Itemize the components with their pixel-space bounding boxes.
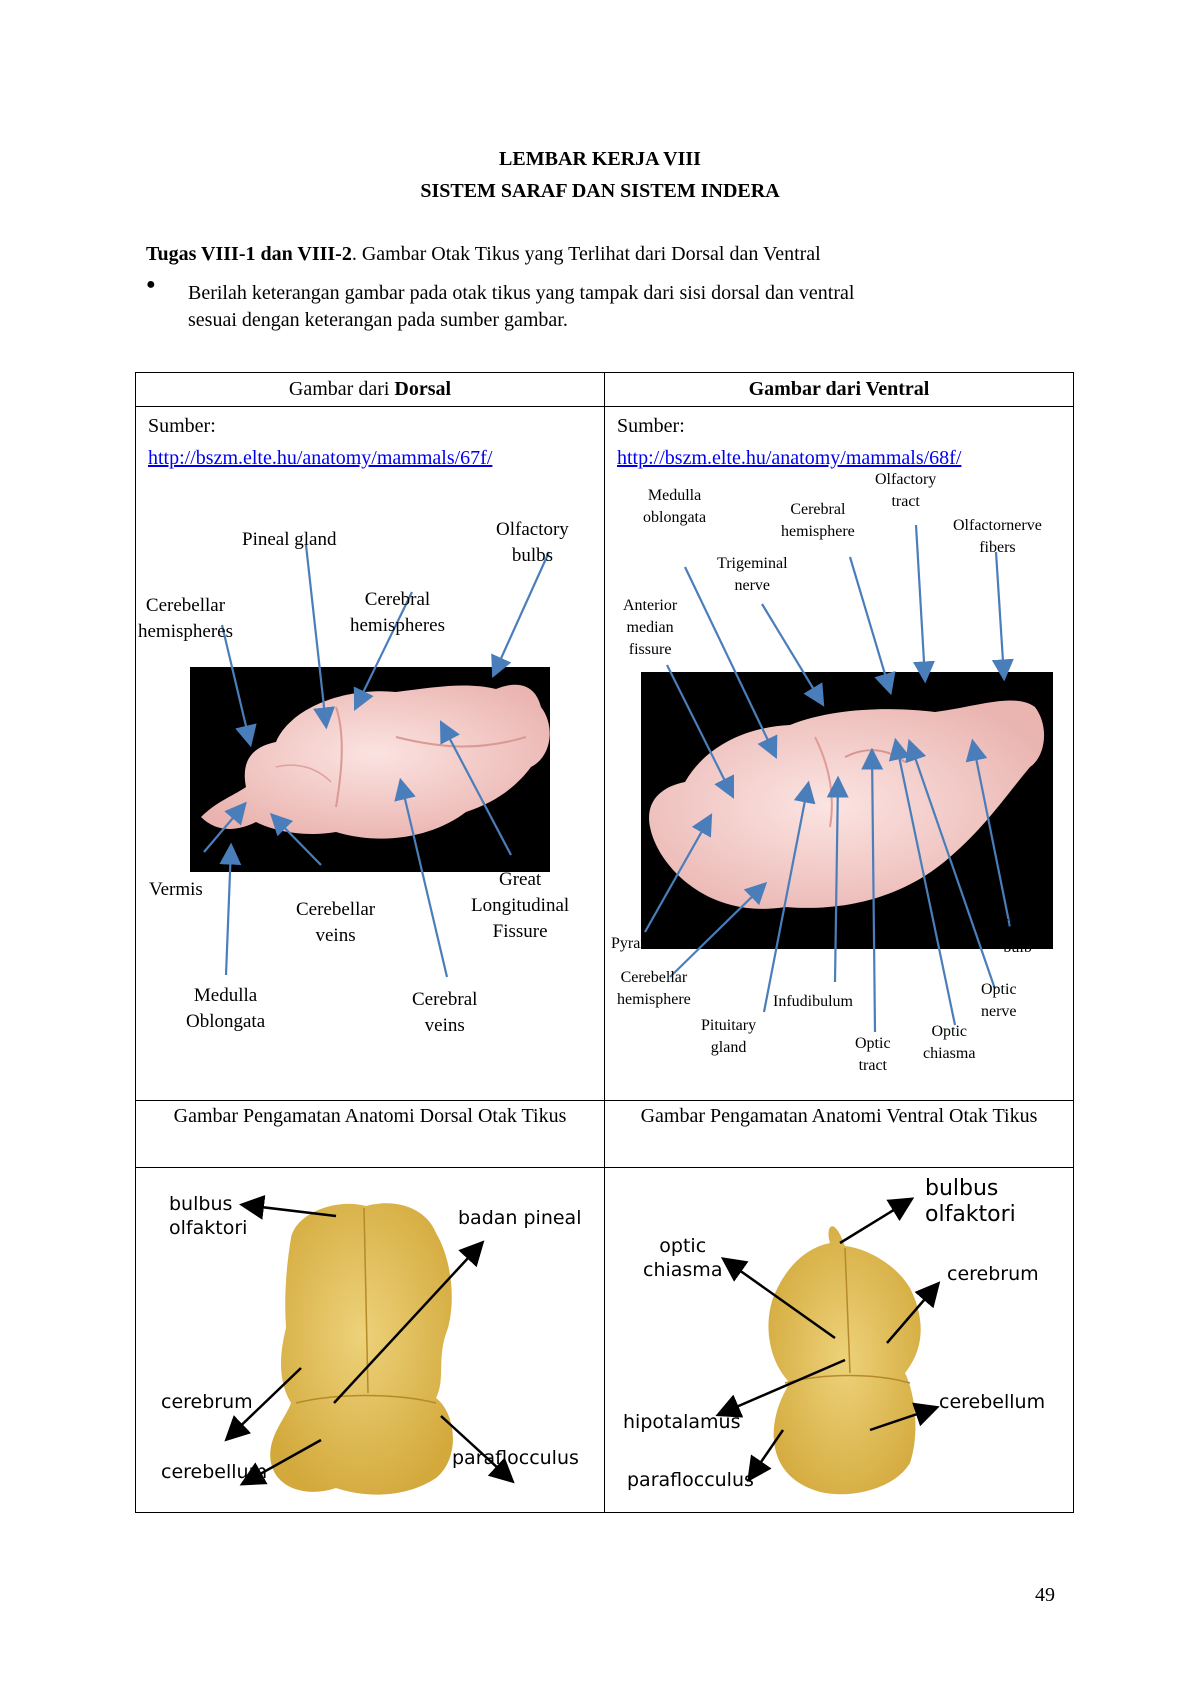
label-olfactory-bulb: Olfactory bulb	[987, 917, 1049, 956]
ventral-source-link[interactable]: http://bszm.elte.hu/anatomy/mammals/68f/	[617, 447, 962, 469]
obs-label-bulbus-olfaktori-v: bulbus olfaktori	[925, 1176, 1016, 1227]
dorsal-header	[136, 373, 605, 407]
obs-label-optic-chiasma: optic chiasma	[643, 1235, 723, 1281]
label-great-longitudinal-fissure: Great Longitudinal Fissure	[471, 869, 570, 942]
label-olfactory-nerve-fibers: Olfactornerve fibers	[953, 517, 1042, 556]
task-label: Tugas VIII-1 dan VIII-2	[146, 243, 352, 265]
obs-label-cerebrum-v: cerebrum	[947, 1263, 1039, 1285]
label-olfactory-bulbs: Olfactory bulbs	[496, 519, 569, 566]
worksheet-table	[135, 372, 1074, 1513]
ventral-header-text: Gambar dari Ventral	[748, 378, 930, 400]
obs-label-hipotalamus: hipotalamus	[623, 1411, 741, 1433]
label-cerebellar-hemisphere-v: Cerebellar hemisphere	[617, 969, 691, 1008]
obs-label-badan-pineal: badan pineal	[458, 1207, 582, 1229]
label-optic-nerve: Optic nerve	[981, 981, 1017, 1020]
obs-ventral-header: Gambar Pengamatan Anatomi Ventral Otak Tikus	[605, 1101, 1074, 1168]
dorsal-header-bold: Dorsal	[394, 378, 452, 400]
obs-dorsal-cell	[136, 1168, 605, 1513]
obs-label-cerebellum-v: cerebellum	[939, 1391, 1046, 1413]
label-medulla-oblongata: Medulla Oblongata	[186, 985, 266, 1032]
dorsal-source-cell	[136, 407, 605, 1101]
label-pineal-gland: Pineal gland	[242, 529, 337, 550]
dorsal-header-prefix: Gambar dari	[288, 378, 395, 400]
task-heading	[146, 243, 821, 266]
label-optic-tract: Optic tract	[855, 1035, 891, 1074]
label-cerebral-hemispheres: Cerebral hemispheres	[350, 589, 445, 636]
label-medulla-oblongata-v: Medulla oblongata	[643, 487, 707, 526]
source-label: Sumber:	[617, 415, 685, 437]
obs-label-bulbus-olfaktori: bulbus olfaktori	[169, 1193, 248, 1239]
dorsal-source-link[interactable]: http://bszm.elte.hu/anatomy/mammals/67f/	[148, 447, 493, 469]
worksheet-title: LEMBAR KERJA VIII	[499, 148, 701, 170]
task-instruction-line2: sesuai dengan keterangan pada sumber gambar.	[188, 309, 568, 331]
label-trigeminal-nerve: Trigeminal nerve	[717, 555, 788, 594]
task-description: . Gambar Otak Tikus yang Terlihat dari Dorsal dan Ventral	[351, 243, 821, 265]
task-instruction-line1: Berilah keterangan gambar pada otak tikus yang tampak dari sisi dorsal dan ventral	[188, 282, 855, 304]
label-olfactory-tract: Olfactory tract	[875, 471, 937, 510]
obs-label-cerebrum: cerebrum	[161, 1391, 253, 1413]
label-anterior-median-fissure: Anterior median fissure	[623, 597, 678, 658]
obs-ventral-cell	[605, 1168, 1074, 1513]
obs-label-paraflocculus-v: paraflocculus	[627, 1469, 754, 1491]
label-infudibulum: Infudibulum	[773, 993, 853, 1010]
bullet-icon: ●	[146, 276, 156, 293]
ventral-source-cell	[605, 407, 1074, 1101]
label-vermis: Vermis	[149, 879, 203, 900]
label-cerebral-hemisphere-v: Cerebral hemisphere	[781, 501, 855, 540]
label-pyramids: Pyramids	[611, 935, 672, 952]
source-label: Sumber:	[148, 415, 216, 437]
label-cerebral-veins: Cerebral veins	[412, 989, 478, 1036]
obs-label-cerebellum: cerebellum	[161, 1461, 268, 1483]
label-optic-chiasma: Optic chiasma	[923, 1023, 976, 1062]
page-number: 49	[1035, 1584, 1055, 1606]
label-pituitary-gland: Pituitary gland	[701, 1017, 757, 1056]
obs-dorsal-brain-image	[270, 1203, 453, 1494]
label-cerebellar-veins: Cerebellar veins	[296, 899, 376, 946]
obs-dorsal-header: Gambar Pengamatan Anatomi Dorsal Otak Tikus	[136, 1101, 605, 1168]
worksheet-subtitle: SISTEM SARAF DAN SISTEM INDERA	[420, 180, 780, 202]
obs-label-paraflocculus: paraflocculus	[452, 1447, 579, 1469]
label-cerebellar-hemispheres: Cerebellar hemispheres	[138, 595, 233, 642]
ventral-header	[605, 373, 1074, 407]
